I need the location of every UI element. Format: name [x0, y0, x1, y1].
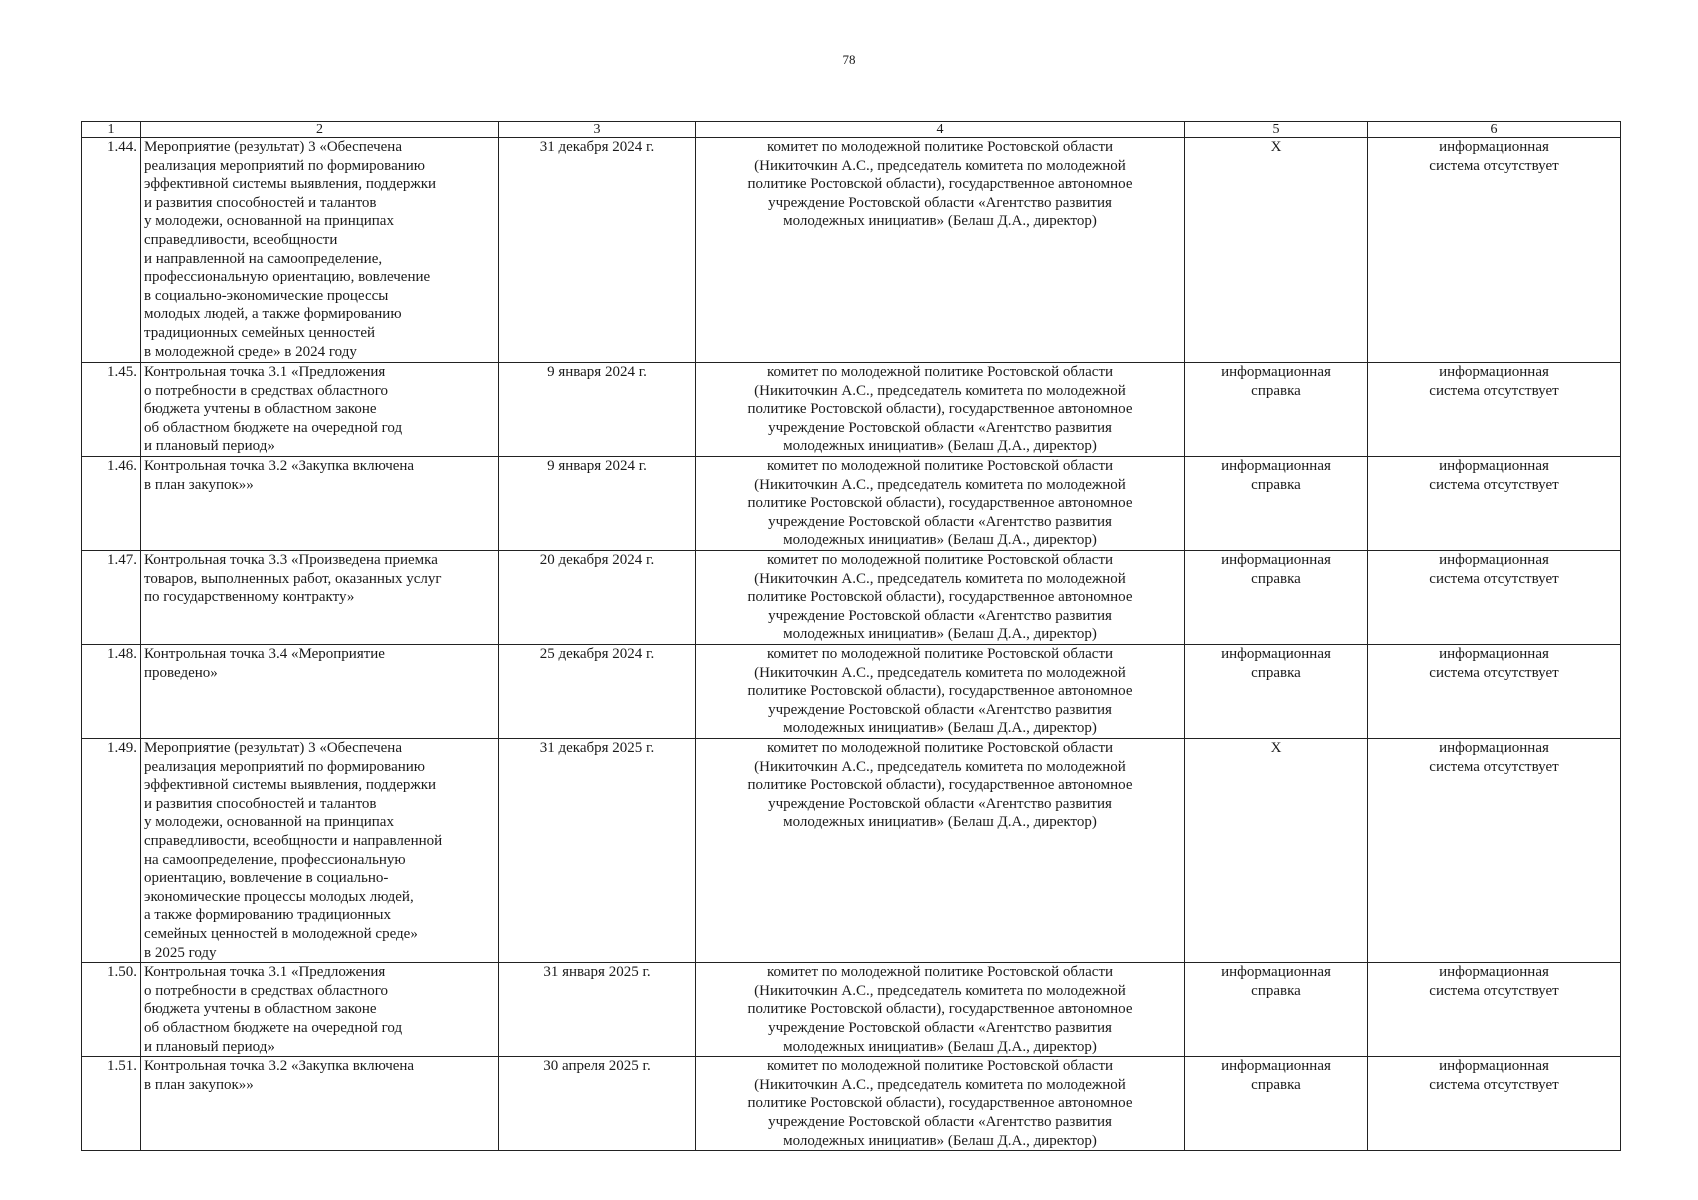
responsible-executor: комитет по молодежной политике Ростовской области (Никиточкин А.С., председатель комитета по молодежной политике Ростовской области), государственное автономное учреждение Ростовской области «Агентство развития молодежных инициатив» (Белаш Д.А., директор) — [696, 645, 1185, 739]
confirming-document: информационная справка — [1185, 645, 1368, 739]
responsible-executor: комитет по молодежной политике Ростовской области (Никиточкин А.С., председатель комитета по молодежной политике Ростовской области), государственное автономное учреждение Ростовской области «Агентство развития молодежных инициатив» (Белаш Д.А., директор) — [696, 457, 1185, 551]
row-number: 1.44. — [82, 138, 141, 363]
deadline-date: 31 января 2025 г. — [499, 963, 696, 1057]
deadline-date: 30 апреля 2025 г. — [499, 1057, 696, 1151]
column-header: 2 — [141, 122, 499, 138]
row-number: 1.51. — [82, 1057, 141, 1151]
confirming-document: Х — [1185, 739, 1368, 963]
event-name: Мероприятие (результат) 3 «Обеспечена реализация мероприятий по формированию эффективной системы выявления, поддержки и развития способностей и талантов у молодежи, основанной на принципах справедливости, всеобщности и направленной на самоопределение, профессиональную ориентацию, вовлечение в социально- экономические процессы молодых людей, а также формированию традиционных семейных ценностей в молодежной среде» в 2025 году — [141, 739, 499, 963]
information-system: информационная система отсутствует — [1368, 363, 1621, 457]
information-system: информационная система отсутствует — [1368, 138, 1621, 363]
confirming-document: информационная справка — [1185, 551, 1368, 645]
confirming-document: информационная справка — [1185, 457, 1368, 551]
information-system: информационная система отсутствует — [1368, 457, 1621, 551]
column-header: 5 — [1185, 122, 1368, 138]
column-header: 4 — [696, 122, 1185, 138]
information-system: информационная система отсутствует — [1368, 963, 1621, 1057]
table-row — [82, 551, 1621, 645]
column-header: 6 — [1368, 122, 1621, 138]
responsible-executor: комитет по молодежной политике Ростовской области (Никиточкин А.С., председатель комитета по молодежной политике Ростовской области), государственное автономное учреждение Ростовской области «Агентство развития молодежных инициатив» (Белаш Д.А., директор) — [696, 963, 1185, 1057]
confirming-document: Х — [1185, 138, 1368, 363]
deadline-date: 25 декабря 2024 г. — [499, 645, 696, 739]
event-name: Мероприятие (результат) 3 «Обеспечена реализация мероприятий по формированию эффективной системы выявления, поддержки и развития способностей и талантов у молодежи, основанной на принципах справедливости, всеобщности и направленной на самоопределение, профессиональную ориентацию, вовлечение в социально-экономические процессы молодых людей, а также формированию традиционных семейных ценностей в молодежной среде» в 2024 году — [141, 138, 499, 363]
event-name: Контрольная точка 3.2 «Закупка включена в план закупок»» — [141, 457, 499, 551]
deadline-date: 9 января 2024 г. — [499, 457, 696, 551]
table-row — [82, 645, 1621, 739]
table-row — [82, 138, 1621, 363]
responsible-executor: комитет по молодежной политике Ростовской области (Никиточкин А.С., председатель комитета по молодежной политике Ростовской области), государственное автономное учреждение Ростовской области «Агентство развития молодежных инициатив» (Белаш Д.А., директор) — [696, 1057, 1185, 1151]
information-system: информационная система отсутствует — [1368, 1057, 1621, 1151]
event-name: Контрольная точка 3.2 «Закупка включена в план закупок»» — [141, 1057, 499, 1151]
information-system: информационная система отсутствует — [1368, 739, 1621, 963]
confirming-document: информационная справка — [1185, 363, 1368, 457]
row-number: 1.47. — [82, 551, 141, 645]
row-number: 1.49. — [82, 739, 141, 963]
column-header: 1 — [82, 122, 141, 138]
deadline-date: 20 декабря 2024 г. — [499, 551, 696, 645]
responsible-executor: комитет по молодежной политике Ростовской области (Никиточкин А.С., председатель комитета по молодежной политике Ростовской области), государственное автономное учреждение Ростовской области «Агентство развития молодежных инициатив» (Белаш Д.А., директор) — [696, 739, 1185, 963]
responsible-executor: комитет по молодежной политике Ростовской области (Никиточкин А.С., председатель комитета по молодежной политике Ростовской области), государственное автономное учреждение Ростовской области «Агентство развития молодежных инициатив» (Белаш Д.А., директор) — [696, 363, 1185, 457]
event-name: Контрольная точка 3.4 «Мероприятие проведено» — [141, 645, 499, 739]
event-name: Контрольная точка 3.3 «Произведена приемка товаров, выполненных работ, оказанных услуг по государственному контракту» — [141, 551, 499, 645]
event-name: Контрольная точка 3.1 «Предложения о потребности в средствах областного бюджета учтены в областном законе об областном бюджете на очередной год и плановый период» — [141, 963, 499, 1057]
responsible-executor: комитет по молодежной политике Ростовской области (Никиточкин А.С., председатель комитета по молодежной политике Ростовской области), государственное автономное учреждение Ростовской области «Агентство развития молодежных инициатив» (Белаш Д.А., директор) — [696, 138, 1185, 363]
confirming-document: информационная справка — [1185, 1057, 1368, 1151]
table-row — [82, 739, 1621, 963]
information-system: информационная система отсутствует — [1368, 551, 1621, 645]
column-header: 3 — [499, 122, 696, 138]
row-number: 1.45. — [82, 363, 141, 457]
table-row — [82, 363, 1621, 457]
table-row — [82, 1057, 1621, 1151]
confirming-document: информационная справка — [1185, 963, 1368, 1057]
event-name: Контрольная точка 3.1 «Предложения о потребности в средствах областного бюджета учтены в областном законе об областном бюджете на очередной год и плановый период» — [141, 363, 499, 457]
deadline-date: 9 января 2024 г. — [499, 363, 696, 457]
page-number: 78 — [842, 52, 856, 67]
row-number: 1.46. — [82, 457, 141, 551]
deadline-date: 31 декабря 2025 г. — [499, 739, 696, 963]
plan-table — [81, 121, 1621, 1151]
table-row — [82, 963, 1621, 1057]
information-system: информационная система отсутствует — [1368, 645, 1621, 739]
row-number: 1.50. — [82, 963, 141, 1057]
responsible-executor: комитет по молодежной политике Ростовской области (Никиточкин А.С., председатель комитета по молодежной политике Ростовской области), государственное автономное учреждение Ростовской области «Агентство развития молодежных инициатив» (Белаш Д.А., директор) — [696, 551, 1185, 645]
column-number-row — [82, 122, 1621, 138]
table-row — [82, 457, 1621, 551]
row-number: 1.48. — [82, 645, 141, 739]
deadline-date: 31 декабря 2024 г. — [499, 138, 696, 363]
